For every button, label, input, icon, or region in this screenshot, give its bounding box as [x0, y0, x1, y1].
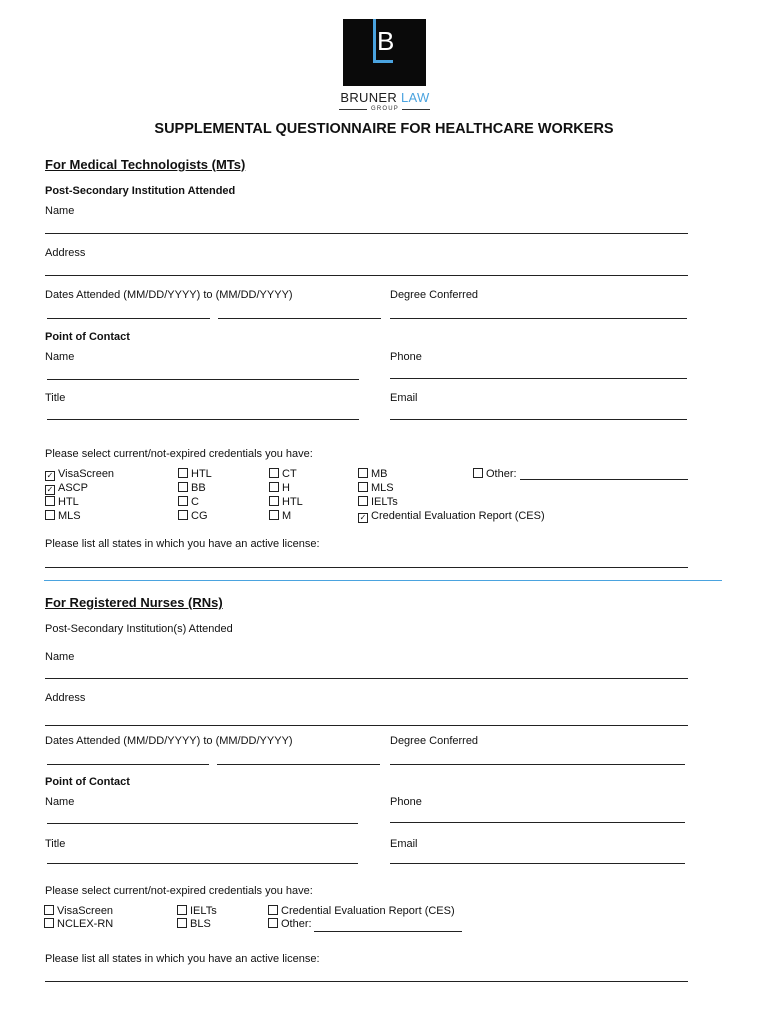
mt-credential-c[interactable]: [178, 496, 199, 509]
mt-credential-ielts[interactable]: [358, 496, 398, 509]
checkbox[interactable]: [177, 918, 187, 928]
rn-credential-ces[interactable]: [268, 905, 455, 918]
rn-poc-phone-field[interactable]: [390, 822, 685, 823]
mt-states-field[interactable]: [45, 567, 688, 568]
checkbox-checked[interactable]: [45, 485, 55, 495]
checkbox[interactable]: [268, 918, 278, 928]
credential-label: NCLEX-RN: [57, 918, 114, 930]
checkbox[interactable]: [178, 496, 188, 506]
credential-label: HTL: [191, 468, 212, 480]
checkbox[interactable]: [45, 510, 55, 520]
rn-credentials-prompt: Please select current/not-expired credentials you have:: [45, 885, 313, 897]
mt-name-field[interactable]: [45, 233, 688, 234]
credential-label: H: [282, 482, 290, 494]
mt-institution-heading: Post-Secondary Institution Attended: [45, 185, 236, 197]
checkbox[interactable]: [268, 905, 278, 915]
mt-credential-bb[interactable]: [178, 482, 206, 495]
mt-poc-title-label: Title: [45, 392, 66, 404]
mt-address-label: Address: [45, 247, 86, 259]
rn-credential-ielts[interactable]: [177, 905, 217, 918]
mt-poc-title-field[interactable]: [47, 419, 359, 420]
mt-name-label: Name: [45, 205, 75, 217]
rn-credential-nclex[interactable]: [44, 918, 113, 931]
rn-credential-visascreen[interactable]: [44, 905, 113, 918]
checkbox[interactable]: [269, 468, 279, 478]
rn-poc-name-label: Name: [45, 796, 75, 808]
mt-credentials-prompt: Please select current/not-expired credentials you have:: [45, 448, 313, 460]
logo-letter: B: [377, 26, 395, 56]
section-divider: [44, 580, 722, 581]
mt-credential-visascreen[interactable]: [45, 468, 114, 481]
checkbox[interactable]: [358, 468, 368, 478]
mt-poc-name-label: Name: [45, 351, 75, 363]
checkbox[interactable]: [178, 482, 188, 492]
mt-poc-email-label: Email: [390, 392, 418, 404]
mt-credential-ascp[interactable]: [45, 482, 88, 495]
rn-states-field[interactable]: [45, 981, 688, 982]
credential-label: M: [282, 510, 292, 522]
rn-name-label: Name: [45, 651, 75, 663]
mt-credential-cg[interactable]: [178, 510, 208, 523]
mt-address-field[interactable]: [45, 275, 688, 276]
firm-name-part1: BRUNER: [340, 90, 401, 105]
logo-rule-right: [402, 109, 430, 110]
credential-label: BB: [191, 482, 206, 494]
checkbox[interactable]: [358, 496, 368, 506]
credential-label: IELTs: [371, 496, 398, 508]
mt-poc-name-field[interactable]: [47, 379, 359, 380]
mt-date-from-field[interactable]: [47, 318, 210, 319]
checkbox[interactable]: [269, 482, 279, 492]
credential-label: CG: [191, 510, 208, 522]
credential-label: Other:: [281, 918, 312, 930]
rn-address-label: Address: [45, 692, 86, 704]
checkbox-checked[interactable]: [45, 471, 55, 481]
rn-date-to-field[interactable]: [217, 764, 380, 765]
rn-degree-field[interactable]: [390, 764, 685, 765]
logo-accent-bar: [373, 19, 376, 63]
rn-other-field[interactable]: [314, 931, 462, 932]
checkbox[interactable]: [44, 905, 54, 915]
rn-institution-heading: Post-Secondary Institution(s) Attended: [45, 623, 233, 635]
checkbox[interactable]: [269, 496, 279, 506]
checkbox-checked[interactable]: [358, 513, 368, 523]
rn-states-prompt: Please list all states in which you have an active license:: [45, 953, 320, 965]
rn-poc-name-field[interactable]: [47, 823, 358, 824]
mt-degree-field[interactable]: [390, 318, 687, 319]
mt-poc-email-field[interactable]: [390, 419, 687, 420]
rn-address-field[interactable]: [45, 725, 688, 726]
rn-poc-phone-label: Phone: [390, 796, 422, 808]
credential-label: MLS: [371, 482, 394, 494]
mt-credential-h[interactable]: [269, 482, 290, 495]
checkbox[interactable]: [177, 905, 187, 915]
rn-credential-other[interactable]: [268, 918, 312, 931]
mt-poc-phone-field[interactable]: [390, 378, 687, 379]
logo-accent-base: [373, 60, 393, 63]
mt-credential-mls-2[interactable]: [358, 482, 394, 495]
mt-dates-label: Dates Attended (MM/DD/YYYY) to (MM/DD/YYYY): [45, 289, 293, 301]
rn-dates-label: Dates Attended (MM/DD/YYYY) to (MM/DD/YYYY): [45, 735, 293, 747]
mt-other-field[interactable]: [520, 479, 688, 480]
credential-label: MB: [371, 468, 388, 480]
rn-poc-email-field[interactable]: [390, 863, 685, 864]
mt-states-prompt: Please list all states in which you have an active license:: [45, 538, 320, 550]
checkbox[interactable]: [178, 468, 188, 478]
checkbox[interactable]: [44, 918, 54, 928]
credential-label: Credential Evaluation Report (CES): [371, 510, 545, 522]
credential-label: ASCP: [58, 482, 88, 494]
mt-credential-ct[interactable]: [269, 468, 297, 481]
mt-credential-mls[interactable]: [45, 510, 81, 523]
credential-label: BLS: [190, 918, 211, 930]
rn-date-from-field[interactable]: [47, 764, 209, 765]
mt-credential-htl[interactable]: [45, 496, 79, 509]
mt-degree-label: Degree Conferred: [390, 289, 479, 301]
mt-poc-heading: Point of Contact: [45, 331, 130, 343]
page-title: SUPPLEMENTAL QUESTIONNAIRE FOR HEALTHCARE WORKERS: [154, 121, 614, 137]
rn-degree-label: Degree Conferred: [390, 735, 479, 747]
mt-credential-m[interactable]: [269, 510, 291, 523]
checkbox[interactable]: [269, 510, 279, 520]
rn-section-heading: For Registered Nurses (RNs): [45, 595, 223, 610]
mt-poc-phone-label: Phone: [390, 351, 422, 363]
credential-label: Credential Evaluation Report (CES): [281, 905, 455, 917]
checkbox[interactable]: [358, 482, 368, 492]
mt-credential-htl-3[interactable]: [269, 496, 303, 509]
mt-credential-mb[interactable]: [358, 468, 388, 481]
checkbox[interactable]: [178, 510, 188, 520]
mt-section-heading: For Medical Technologists (MTs): [45, 157, 246, 172]
checkbox[interactable]: [473, 468, 483, 478]
mt-credential-htl-2[interactable]: [178, 468, 212, 481]
firm-name-part2: LAW: [401, 90, 430, 105]
rn-name-field[interactable]: [45, 678, 688, 679]
mt-date-to-field[interactable]: [218, 318, 381, 319]
credential-label: VisaScreen: [57, 905, 114, 917]
credential-label: HTL: [58, 496, 79, 508]
rn-poc-title-field[interactable]: [47, 863, 358, 864]
credential-label: MLS: [58, 510, 81, 522]
rn-poc-email-label: Email: [390, 838, 418, 850]
mt-credential-ces[interactable]: [358, 510, 545, 523]
rn-poc-title-label: Title: [45, 838, 66, 850]
rn-poc-heading: Point of Contact: [45, 776, 130, 788]
mt-credential-other[interactable]: [473, 468, 517, 481]
credential-label: C: [191, 496, 199, 508]
credential-label: IELTs: [190, 905, 217, 917]
credential-label: VisaScreen: [58, 468, 115, 480]
credential-label: Other:: [486, 468, 517, 480]
credential-label: HTL: [282, 496, 303, 508]
credential-label: CT: [282, 468, 297, 480]
firm-name: [337, 90, 433, 105]
rn-credential-bls[interactable]: [177, 918, 211, 931]
firm-group: GROUP: [370, 106, 399, 112]
checkbox[interactable]: [45, 496, 55, 506]
